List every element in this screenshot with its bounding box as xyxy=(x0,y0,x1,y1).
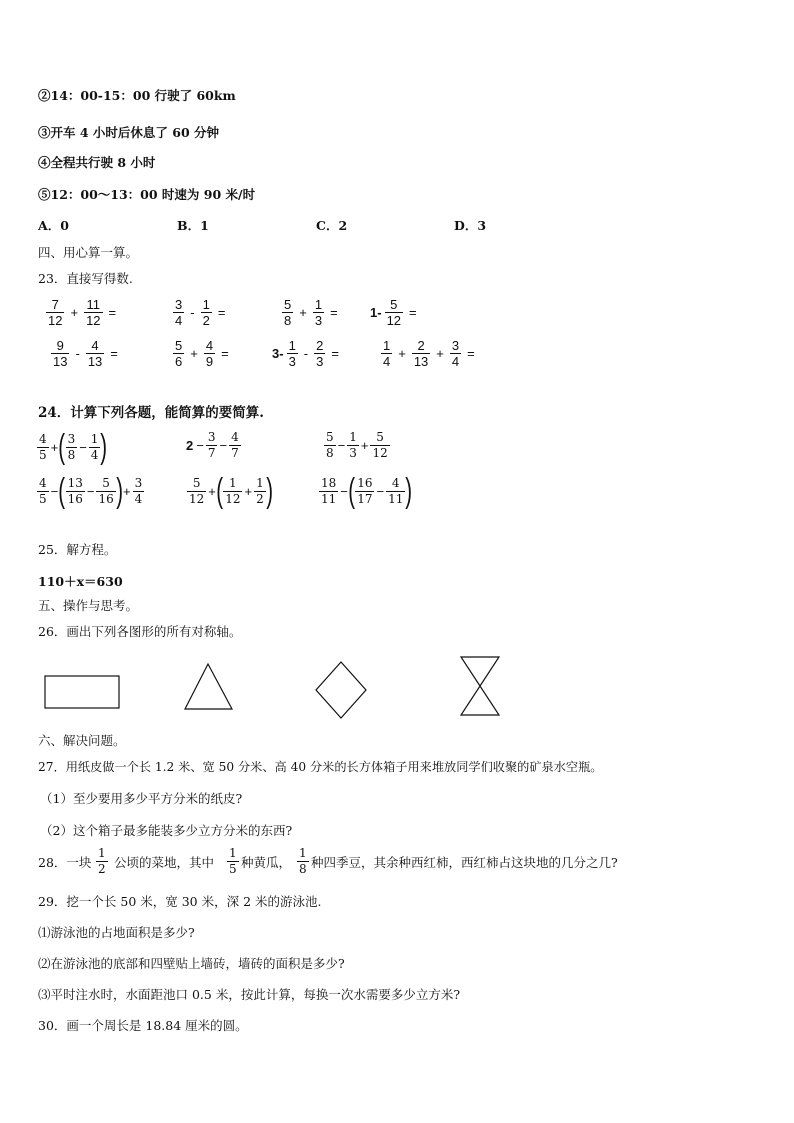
q23-title: 23．直接写得数. xyxy=(38,271,133,286)
q23-expr-8: $\frac{1}{4}$ + $\frac{2}{13}$ + $\frac{3}{4}$ = xyxy=(383,338,475,369)
q22-item-3: ③开车 4 小时后休息了 60 分钟 xyxy=(38,125,220,140)
q22-item-4: ④全程共行驶 8 小时 xyxy=(38,155,156,170)
q24-expr-1: $\frac{4}{5}$ + ( $\frac{3}{8}$ − $\frac{1}{4}$ ) xyxy=(39,428,108,466)
section-6-heading: 六、解决问题。 xyxy=(38,733,126,748)
q24-expr-2: 2 − $\frac{3}{7}$ − $\frac{4}{7}$ xyxy=(186,430,239,460)
hourglass-shape xyxy=(461,657,499,715)
triangle-shape xyxy=(185,664,232,709)
q24-expr-5: $\frac{5}{12}$ + ( $\frac{1}{12}$ + $\frac{1}{2}$ ) xyxy=(189,472,273,510)
q29-part-1: ⑴游泳池的占地面积是多少? xyxy=(38,925,195,940)
q30-title: 30．画一个周长是 18.84 厘米的圆。 xyxy=(38,1018,248,1033)
q26-title: 26．画出下列各图形的所有对称轴。 xyxy=(38,624,242,639)
q22-option-a: A．0 xyxy=(38,218,69,233)
q25-title: 25．解方程。 xyxy=(38,542,117,557)
q23-expr-1: $\frac{7}{12}$ + $\frac{11}{12}$ = xyxy=(48,297,117,328)
q27-title: 27．用纸皮做一个长 1.2 米、宽 50 分米、高 40 分米的长方体箱子用来堆放同学们收聚的矿泉水空瓶。 xyxy=(38,760,603,774)
q28-text-4: 种四季豆，其余种西红柿，西红柿占这块地的几分之几? xyxy=(311,855,618,870)
q28-text-2: 公顷的菜地，其中 xyxy=(114,855,215,870)
q23-expr-6: $\frac{5}{6}$ + $\frac{4}{9}$ = xyxy=(175,338,229,369)
q28-fraction-3: 1 8 xyxy=(299,846,307,876)
q23-expr-5: $\frac{9}{13}$ - $\frac{4}{13}$ = xyxy=(53,338,118,369)
rectangle-shape xyxy=(45,676,119,708)
section-4-heading: 四、用心算一算。 xyxy=(38,245,139,260)
q28-fraction-1: 1 2 xyxy=(98,846,106,876)
q22-option-d: D．3 xyxy=(454,218,487,233)
q22-item-5: ⑤12：00～13：00 时速为 90 米/时 xyxy=(38,187,256,202)
q28-fraction-2: 1 5 xyxy=(229,846,237,876)
q29-part-2: ⑵在游泳池的底部和四壁贴上墙砖，墙砖的面积是多少? xyxy=(38,956,345,971)
q29-title: 29．挖一个长 50 米，宽 30 米，深 2 米的游泳池. xyxy=(38,894,322,909)
q22-item-2: ②14：00-15：00 行驶了 60km xyxy=(38,88,236,103)
q22-option-b: B．1 xyxy=(177,218,209,233)
q23-expr-3: $\frac{5}{8}$ + $\frac{1}{3}$ = xyxy=(284,297,338,328)
rhombus-shape xyxy=(316,662,366,718)
q27-part-1: （1）至少要用多少平方分米的纸皮? xyxy=(40,791,243,806)
section-5-heading: 五、操作与思考。 xyxy=(38,598,139,613)
q24-title: 24．计算下列各题，能简算的要简算. xyxy=(38,405,264,421)
q25-equation: 110＋x＝630 xyxy=(38,574,123,589)
q27-part-2: （2）这个箱子最多能装多少立方分米的东西? xyxy=(40,823,293,838)
q28-text-3: 种黄瓜， xyxy=(241,855,292,870)
q24-expr-3: $\frac{5}{8}$ − $\frac{1}{3}$ + $\frac{5}{12}$ xyxy=(326,430,388,460)
q23-expr-7: 3- $\frac{1}{3}$ - $\frac{2}{3}$ = xyxy=(272,338,339,369)
q29-part-3: ⑶平时注水时，水面距池口 0.5 米，按此计算，每换一次水需要多少立方米? xyxy=(38,987,461,1002)
q28-text-1: 28．一块 xyxy=(38,855,92,870)
q24-expr-6: $\frac{18}{11}$ − ( $\frac{16}{17}$ − $\frac{4}{11}$ ) xyxy=(321,472,413,510)
q23-expr-2: $\frac{3}{4}$ - $\frac{1}{2}$ = xyxy=(175,297,226,328)
q23-expr-4: 1- $\frac{5}{12}$ = xyxy=(370,297,417,328)
q22-option-c: C．2 xyxy=(316,218,348,233)
q24-expr-4: $\frac{4}{5}$ − ( $\frac{13}{16}$ − $\frac{5}{16}$ ) + $\frac{3}{4}$ xyxy=(39,472,143,510)
